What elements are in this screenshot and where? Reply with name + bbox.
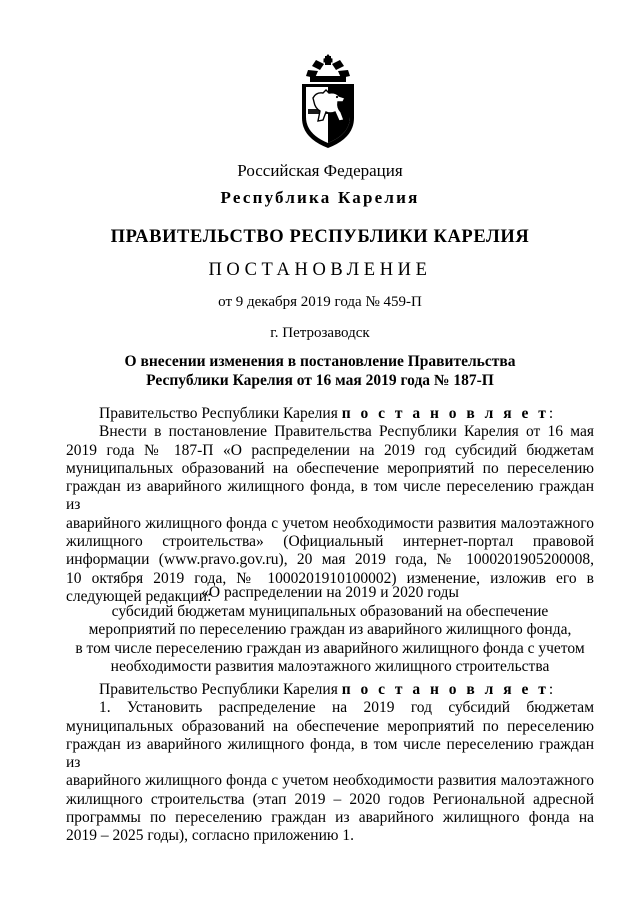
- paragraph-line: граждан из аварийного жилищного фонда, в том числе переселению граждан из: [66, 735, 594, 772]
- preamble: [66, 681, 594, 699]
- quote-line: мероприятий по переселению граждан из аварийного жилищного фонда,: [88, 621, 572, 638]
- body-section-2: [66, 681, 594, 846]
- karelia-coat-of-arms-icon: [296, 54, 360, 150]
- paragraph-line: аварийного жилищного фонда с учетом необходимости развития малоэтажного: [66, 772, 594, 790]
- paragraph-line: 1. Установить распределение на 2019 год субсидий бюджетам: [99, 699, 594, 717]
- quote-line: субсидий бюджетам муниципальных образований на обеспечение: [111, 602, 549, 620]
- paragraph-line: аварийного жилищного фонда с учетом необходимости развития малоэтажного: [66, 514, 594, 532]
- paragraph-line: 10 октября 2019 года, № 1000201910100002) изменение, изложив его в: [66, 569, 594, 587]
- quote-line: в том числе переселению граждан из аварийного жилищного фонда с учетом: [75, 639, 585, 657]
- decree-word: п о с т а н о в л я е т: [341, 405, 549, 422]
- paragraph-line: 2019 года № 187-П «О распределении на 2019 год субсидий бюджетам: [66, 441, 594, 459]
- paragraph-line: информации (www.pravo.gov.ru), 20 мая 2019 года, № 1000201905200008,: [66, 551, 594, 569]
- preamble-lead: Правительство Республики Карелия: [99, 681, 342, 698]
- document-date-number: от 9 декабря 2019 года № 459-П: [218, 294, 422, 310]
- quote-line: необходимости развития малоэтажного жилищного строительства: [110, 658, 550, 675]
- paragraph-line: Внести в постановление Правительства Республики Карелия от 16 мая: [99, 423, 594, 441]
- quote-title: [66, 584, 594, 677]
- paragraph-line: 2019 – 2025 годы), согласно приложению 1.: [66, 827, 354, 845]
- preamble-lead: Правительство Республики Карелия: [99, 405, 342, 422]
- paragraph-line: граждан из аварийного жилищного фонда, в том числе переселению граждан из: [66, 478, 594, 514]
- body-section-1: [66, 405, 594, 606]
- paragraph-line: программы по переселению граждан из аварийного жилищного фонда на: [66, 809, 594, 827]
- paragraph-line: муниципальных образований на обеспечение мероприятий по переселению: [66, 717, 594, 735]
- document-type: ПОСТАНОВЛЕНИЕ: [208, 260, 432, 280]
- preamble-colon: :: [548, 405, 554, 422]
- decree-word: п о с т а н о в л я е т: [341, 681, 549, 698]
- quote-line: «О распределении на 2019 и 2020 годы: [201, 584, 459, 601]
- paragraph-line: жилищного строительства (этап 2019 – 2020 годов Региональной адресной: [66, 790, 594, 808]
- paragraph-line: следующей редакции:: [66, 587, 212, 605]
- subject-line: Республики Карелия от 16 мая 2019 года № 187-П: [146, 372, 494, 389]
- paragraph-line: жилищного строительства» (Официальный интернет-портал правовой: [66, 533, 594, 551]
- preamble-colon: :: [548, 681, 554, 698]
- document-subject: [0, 352, 640, 390]
- preamble: [66, 405, 594, 423]
- government-name: ПРАВИТЕЛЬСТВО РЕСПУБЛИКИ КАРЕЛИЯ: [110, 227, 530, 247]
- country-name: Российская Федерация: [237, 161, 403, 180]
- document-city: г. Петрозаводск: [270, 325, 370, 341]
- subject-line: О внесении изменения в постановление Правительства: [124, 353, 516, 370]
- republic-name: Республика Карелия: [220, 188, 420, 207]
- paragraph-line: муниципальных образований на обеспечение мероприятий по переселению: [66, 459, 594, 477]
